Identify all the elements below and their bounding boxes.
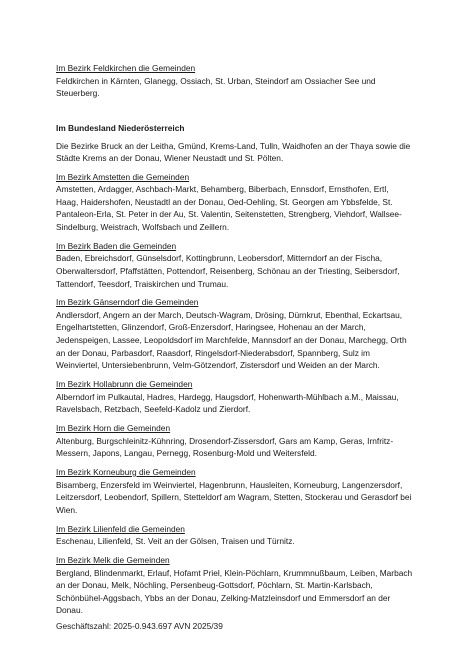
district-heading: Im Bezirk Baden die Gemeinden [56, 240, 177, 251]
state-heading: Im Bundesland Niederösterreich [56, 122, 185, 133]
district-municipalities: Alberndorf im Pulkautal, Hadres, Hardegg, Haugsdorf, Hohenwarth-Mühlbach a.M., Maissau, Ravelsbach, Retzbach, Seefeld-Kadolz und Zierdorf. [56, 391, 399, 415]
case-number-footer: Geschäftszahl: 2025-0.943.697 AVN 2025/39 [56, 621, 223, 631]
section-horn [56, 422, 413, 460]
state-intro: Die Bezirke Bruck an der Leitha, Gmünd, Krems-Land, Tulln, Waidhofen an der Thaya sowie die Städte Krems an der Donau, Wiener Neustadt und St. Pölten. [56, 140, 411, 164]
section-lilienfeld [56, 523, 413, 548]
district-municipalities: Feldkirchen in Kärnten, Glanegg, Ossiach, St. Urban, Steindorf am Ossiacher See und Steuerberg. [56, 75, 376, 99]
district-municipalities: Andlersdorf, Angern an der March, Deutsch-Wagram, Drösing, Dürnkrut, Ebenthal, Eckartsau, Engelhartstetten, Glinzendorf, Groß-Enzersdorf, Haringsee, Hohenau an der March, Jedenspeigen, Lassee, Leopoldsdorf im Marchfelde, Mannsdorf an der Donau, Marchegg, Orth an der Donau, Parbasdorf, Raasdorf, Ringelsdorf-Niederabsdorf, Spannberg, Sulz im Weinviertel, Untersiebenbrunn, Velm-Götzendorf, Zistersdorf und Weiden an der March. [56, 309, 407, 371]
district-heading: Im Bezirk Horn die Gemeinden [56, 423, 171, 433]
district-heading: Im Bezirk Lilienfeld die Gemeinden [56, 523, 185, 534]
district-municipalities: Bergland, Blindenmarkt, Erlauf, Hofamt Priel, Klein-Pöchlarn, Krummnußbaum, Leiben, Marbach an der Donau, Melk, Nöchling, Persenbeug-Gottsdorf, Pöchlarn, St. Martin-Karlsbach, Schönbühel-Aggsbach, Ybbs an der Donau, Zelking-Matzleinsdorf und Emmersdorf an der Donau. [56, 567, 413, 616]
district-heading: Im Bezirk Melk die Gemeinden [56, 554, 170, 565]
section-amstetten [56, 171, 413, 234]
district-heading: Im Bezirk Feldkirchen die Gemeinden [56, 63, 196, 73]
district-heading: Im Bezirk Korneuburg die Gemeinden [56, 466, 196, 477]
district-municipalities: Amstetten, Ardagger, Aschbach-Markt, Behamberg, Biberbach, Ennsdorf, Ernsthofen, Ertl, Haag, Haidershofen, Neustadtl an der Donau, Oed-Oehling, St. Georgen am Ybbsfelde, St. Pantaleon-Erla, St. Peter in der Au, St. Valentin, Seitenstetten, Strengberg, Viehdorf, Wallsee-Sindelburg, Weistrach, Wolfsbach und Zeillern. [56, 184, 402, 232]
section-korneuburg [56, 466, 413, 516]
section-feldkirchen [56, 62, 413, 100]
district-heading: Im Bezirk Amstetten die Gemeinden [56, 171, 190, 182]
section-melk [56, 554, 413, 617]
section-baden [56, 240, 413, 290]
district-municipalities: Baden, Ebreichsdorf, Günselsdorf, Kottingbrunn, Leobersdorf, Mitterndorf an der Fischa, Oberwaltersdorf, Pfaffstätten, Pottendorf, Reisenberg, Schönau an der Triesting, Seibersdorf, Tattendorf, Teesdorf, Traiskirchen und Trumau. [56, 253, 400, 289]
district-heading: Im Bezirk Hollabrunn die Gemeinden [56, 379, 193, 390]
district-municipalities: Bisamberg, Enzersfeld im Weinviertel, Hagenbrunn, Hausleiten, Korneuburg, Langenzersdorf, Leitzersdorf, Leobendorf, Spillern, Stetteldorf am Wagram, Stetten, Stockerau und Gerasdorf bei Wien. [56, 479, 412, 515]
district-municipalities: Altenburg, Burgschleinitz-Kühnring, Drosendorf-Zissersdorf, Gars am Kamp, Geras, Irnfritz-Messern, Japons, Langau, Pernegg, Rosenburg-Mold und Weitersfeld. [56, 435, 394, 459]
district-municipalities: Eschenau, Lilienfeld, St. Veit an der Gölsen, Traisen und Türnitz. [56, 536, 295, 547]
section-hollabrunn [56, 378, 413, 416]
district-heading: Im Bezirk Gänserndorf die Gemeinden [56, 297, 199, 308]
section-gaenserndorf [56, 296, 413, 372]
